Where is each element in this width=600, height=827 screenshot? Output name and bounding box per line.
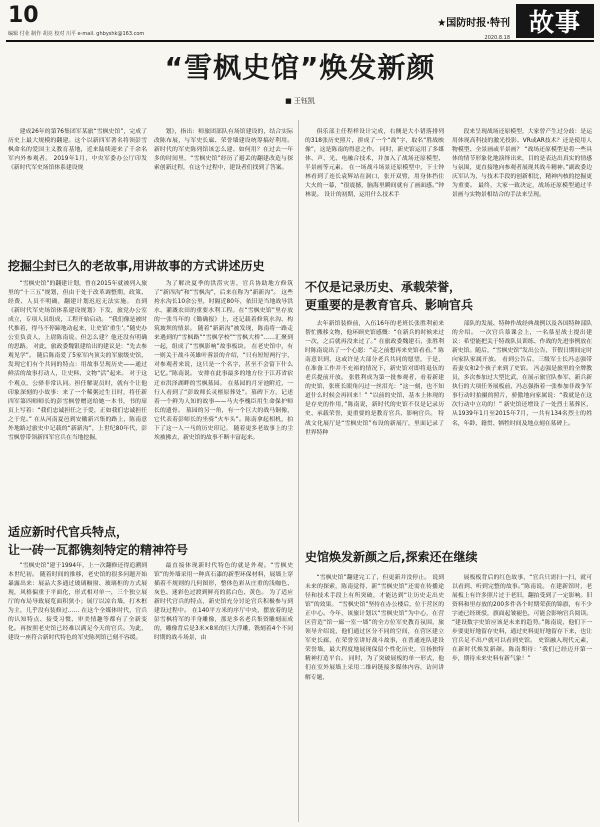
column-d-top: 段来呈现战场还原模型，大家曾产生过分歧：是运用体现高科技的激光投影、VR或AR技术？还是使用人物模型、全景画或半景画？ “战场还原模型是将一些具体的情节形象化地演绎出来，目的是表达出真实的情感与氛围，更直接地向参观者展现其战斗精神。”副政委边庆军认为，与技术手段的创新相比，精神内核的挖掘更为重要。 最终，大家一致决定，战场还原模型通过半景画与实物景相结合的手法来呈现。 xyxy=(452,129,592,199)
column-a-bottom: “雪枫史馆”建于1994年，上一次翻修还得追溯到本世纪初。 随着时间的推移，老史馆的很多问题开始暴露出来：展品大多通过玻璃橱窗、玻璃柜的方式展现，风格偏重于平面化，形式相对单一，三个独立展厅的布局导致展览面积狭小；展厅以凉台墙，打木框为主，几乎没有装修过…… 在这个全媒体时代，官兵的认知特点、接受习惯、审美情趣等都有了全新变化。再按照老史馆已经难以满足今天的官兵。为此，建设一座符合新时代特色的军史陈列馆已刻不容缓。 xyxy=(8,563,147,642)
column-b-bottom: 最直接体现新时代特色的就是外观。“雪枫史馆”的外墙采用一种真石漆的新型环保材料，展墙上穿插着不规则的几何图形，整体色彩从庄重的浅咖色、灰色、迷彩色过渡到鲜亮的蓝白色、黄色。 为了适应新时代官兵的特点，新史馆充分讨论官兵积极参与到建设过程中。 在140平方米的序厅中央，摆放着的是彭雪枫将军的半身雕像，那是多名老兵集资雕刻而成的，雕像背后是3米×8米的巨大浮雕，镌刻着4个不同时期的战斗场景，由 xyxy=(154,563,293,642)
paper-name: ★国防时报·特刊 xyxy=(437,18,510,29)
page-number: 10 xyxy=(8,3,39,28)
byline: ■ 王钰凯 xyxy=(285,97,315,105)
subheading-3-line1: 不仅是记录历史、承载荣誉， xyxy=(305,280,462,294)
subheading-4: 史馆焕发新颜之后,探索还在继续 xyxy=(305,550,478,564)
column-a-top: 建成26年的第76集团军某旅“雪枫史馆”，完成了历史上最大规模的翻建。这个以新四军著名将领彭雪枫命名的爱国主义教育基地，近来陆续迎来了千余名军内外参观者。 2019年1月，中央军委办公厅印发《新时代军史场馆体系建设规 xyxy=(8,129,147,172)
column-c-top: 俱乐部主任程样设计完成，右侧是大小错落排列的318张历史照片，拼成了一个“战”字，取名“胜战映像”，这是陈南的得意之作。 同时，新史馆运用了多媒体、声、光、电融合技术，并加入了战场还原模型、半景画等元素。 在一场战斗场景还原模型中，下士钟林看到了连长袁辉站在洞口，张开双臂，用身体挡住大火的一幕，“很震撼，脑海里瞬间就有了画面感。”钟林说。 设计的初期，运用什么技术手 xyxy=(305,129,444,199)
subheading-1: 挖掘尘封已久的老故事,用讲故事的方式讲述历史 xyxy=(8,259,265,273)
column-d-mid: 部队的发展、特种作战经典战例以及各国特种部队的介绍。 一次官兵慕课会上，一名慕星战士提出建议：希望能把关于特战队员训练、作战的先进事例放在新史馆。随后，“雪枫史馆”发出公告，节假日期间定时向家队家属开放。 看到公告后，三级军士长冯志强带着妻女和2个孩子来到了史馆。 冯志强是旅里的全牌教员，多次参加过大型比武，在展示旅官队参军、新兵新执行的大项任务展板前，冯志强指着一张参加非战争军事行动时拍摄的照片，骄傲地向家属说：“我就是在这次行动中立功的！” 新史馆还增设了一处烈士墓葬区，从1939年1月至2015年7月，一共有134名烈士的姓名，年龄、籍贯、牺牲时间及地点刻在墓碑上。 xyxy=(452,321,592,427)
column-c-mid: 去年新馆装修前，入伍16年的老班长张胜利前来帮忙搬移文物，他环顾史馆感慨：“在新兵的时候来过一次，之后就再没来过了。” 在旅政委魏建石，张胜利时陈南说出了一个心愿：“走之前想再来史馆看看。” 陈南意识到，这或许是大部分老兵共同的愿望，于是，在准备工作并不充裕的情况下，新史馆对即将退伍的老兵提前开放。 张胜利成为第一批参观者，看着新建的史馆，张班长眼角闪过一丝泪光：“这一刻，也不知道什么时候会再回来！” “以前的史馆，基本上体现的是存史的作用，”陈南说，新时代的史馆不仅是记录历史、承载荣誉，更重要的是教育官兵、影响官兵。 特战文化展厅是“雪枫史馆”布设的新展厅，里面记录了世界特种 xyxy=(305,321,444,436)
editor-meta-line: 编辑 付业 制作 胡亮 校对 川平 e-mail. ghbyshk@163.com xyxy=(8,31,145,37)
column-b-mid: 为了解决夏季的洪涝灾害，官兵协助地方修筑了“新四沟”和“雪枫沟”，后来在称为“新新沟”。 这些挎水沟长10余公里，时隔近80年，依旧是当地战导洪水、灌溉农田的重要水利工程。在“雪枫史馆”里存放的一张当年的《锄确报》上，还记载着修筑水沟、构筑坡坝的情景。 随着“新新沟”被发现，陈南将一路走来遇到的“雪枫路”“雪枫学校”“雪枫大桥”……汇聚到一起，组成了“雪枫影响”故事板块。 在老史馆中，有一则关于战斗英雄叶蓉景的介绍，“只有短短两行字，对参观者来说，这只是一个名字，甚至不会留下什么记忆。”陈南说。 安排在此事最多的地方位于江苏省宿迁市洪泽湖畔的雪枫墓园。 在墓园的月牙池附近，一行人看到了“彭故师长灵柩原葬处”。墓碑下方，记述着一个鲜为人知的故事——马夫李槐臣用生命保护师长的遗骨。 墓园的另一角，有一个巨大的战马铜像，它代表着彭师长的坐骑“火车头”。陈南拿起相机，拍下了这一人一马的历史印记。 随着更多老故事上的尘埃被拂去，新史馆的故事不断丰富起来。 xyxy=(154,281,293,441)
subheading-2 xyxy=(8,523,188,559)
subheading-3-line2: 更重要的是教育官兵、影响官兵 xyxy=(305,298,474,312)
subheading-2-line2: 让一砖一瓦都镌刻特定的精神符号 xyxy=(8,543,189,557)
header-rule xyxy=(6,40,594,42)
column-b-top: 划》，指出：师旅团部队有场馆建设的，结合实际改陈布展，与军史长廊、荣誉墙建设统筹搞好利用。 新时代的军史陈列馆该怎么建、如何用？在过去一年多的时间里，“雪枫史馆”经历了避丢的翻建改造与探索创新过程，在这个过程中，建设者们找到了答案。 xyxy=(154,129,293,172)
subheading-2-line1: 适应新时代官兵特点， xyxy=(8,525,129,539)
section-label: 故事 xyxy=(516,4,594,38)
masthead-info xyxy=(437,4,510,41)
column-a-mid: “雪枫史馆”的翻建计划，曾在2015年就被列入旅里的“十三五”规划，但由于处于改革调整期，政策、经费、人员不明确，翻建计划迟迟无法实施。 直到《新时代军史场馆体系建设规划》下发，旅党办公室成立，专项人员组成，工程开始启动。 “我们像是被时代推着，得马不停蹄地动起来，让史馆‘重生’。”随史办公室负责人，上尉陈南说。但怎么建？他还没有明确的思路。 对此，旅政委魏银建给出的建议是：“先去参观见学”。 随后陈南爱了5家军内顶尖的军旅级史馆，发现它们有个共同的特点：用故事呈现历史——通过鲜活的故事打动人，让史料、文物“活”起来。 对于这个观点，公驿非常认同。担任解说员时，就有个让他印象深刻的小故事：来了一个稀粥过生日时，将任新四军第四师师长的彭雪枫曾赠送给她一本书，书的扉页上写着：“我们忠诚担任之于爱，正如我们忠诚担任之于党。” 在从河南夏邑到安徽新兴集的路上，陈南意外地路过旅史中记载的“新新沟”，上世纪80年代，彭雪枫曾带领新四军官兵在当地挖掘， xyxy=(8,281,147,441)
column-d-bottom: 展板板背后的红色故事，“官兵只需扫一扫，就可以看到、听到完整的故事。”陈南说。 在建新馆时，老展板上有许多照片过于老旧，翻拍受到了一定影响。旧资料和里存放的200多件各个时期荣获的锦旗，有不少字迹已经斑驳，旗面起皱褪色，可能会影响官兵阅读。 “建设数字史馆应该是未来的趋势。”陈南说，他们下一步要更好地留存史料，通过史料更好地留存下来，也让官兵足不出户就可以看到史馆。 史馆融入现代元素，在新时代焕发新颜。陈南期待：‘我们已经迈开第一步，期待未来史料有新气象！” xyxy=(452,575,592,663)
subheading-3 xyxy=(305,278,473,314)
issue-date: 2020.8.18 xyxy=(484,35,510,41)
column-c-bottom: “雪枫史馆”翻建完工了，但更新并没停止。 说到未来的探索，陈南觉得，新“雪枫史馆”还需在传播途径和技术手段上有所突破，才能达到“让历史走出史馆”的效果。 “雪枫史馆”坚持在办公楼后，位于营区的正中心。今年，该旅计划以“雪枫史馆”为中心，在营区营造“馆一廊一室一墙”的全方位军史教育氛围，旅领导介绍说，他们通过区分不同的空间，在营区建立军史长廊，在荣誉室讲好战斗故事，在普通连队建设荣誉墙，最大程度地展现保留个性化历史，宣扬独特精神打造平台。 同时，为了突破展板的单一形式，他们在室外展墙上采用二维码链接多媒体内容，访问讲解专题， xyxy=(305,575,444,681)
masthead xyxy=(437,4,594,41)
headline: “雪枫史馆”焕发新颜 xyxy=(164,51,436,84)
column-divider xyxy=(298,120,299,822)
